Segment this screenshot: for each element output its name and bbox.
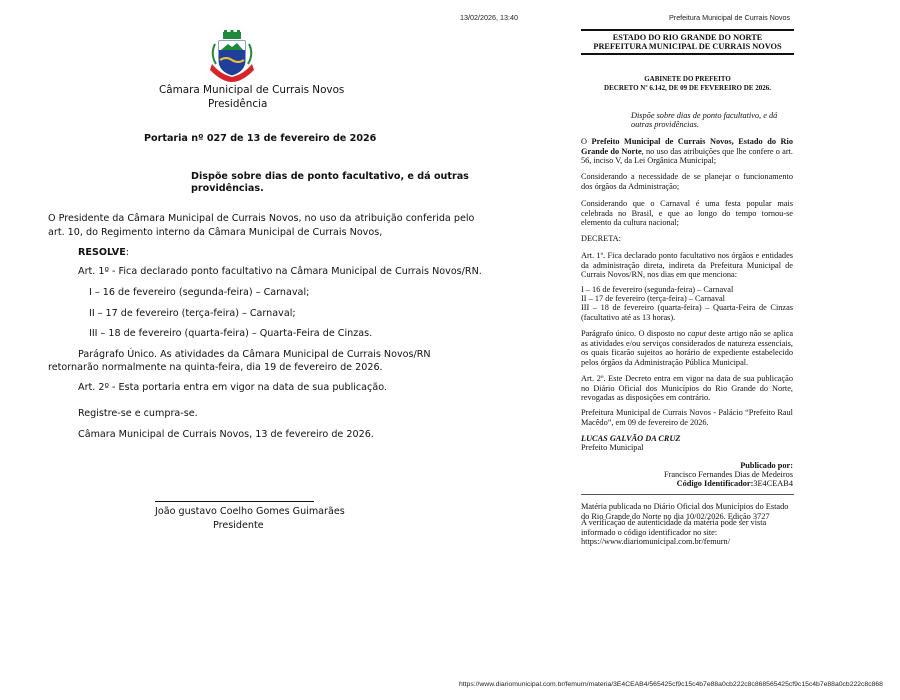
decreto-summary-line-1: Dispõe sobre dias de ponto facultativo, e dá xyxy=(631,111,778,120)
intro-bold: Prefeito Municipal de Currais Novos, Estado do Rio Grande do Norte xyxy=(581,137,793,156)
consider-2: Considerando que o Carnaval é uma festa popular mais celebrada no Brasil, e que ao longo do tempo tornou-se elemento da cultura nacional; xyxy=(581,199,793,228)
article-2: Art. 2º - Esta portaria entra em vigor na data de sua publicação. xyxy=(78,382,387,393)
mayor-name: LUCAS GALVÃO DA CRUZ xyxy=(581,434,681,443)
print-datetime: 13/02/2026, 13:40 xyxy=(460,13,518,22)
closing-formula: Registre-se e cumpra-se. xyxy=(78,408,198,419)
print-footer-url[interactable]: https://www.diariomunicipal.com.br/femurn/materia/3E4CEAB4/565425cf9c15c4b7e88a0cb222c8c868565425cf9c15c4b7e88a0cb222c8c868 xyxy=(459,681,883,688)
resolve-word: RESOLVE xyxy=(78,247,126,258)
code-value: 3E4CEAB4 xyxy=(753,479,793,488)
mayor-role: Prefeito Municipal xyxy=(581,443,644,452)
signer-name: João gustavo Coelho Gomes Guimarães xyxy=(155,506,345,517)
code-label: Código Identificador: xyxy=(676,479,754,488)
decreto-item-1: I – 16 de fevereiro (segunda-feira) – Carnaval xyxy=(581,285,734,294)
decreto-article-2: Art. 2º. Este Decreto entra em vigor na data de sua publicação no Diário Oficial dos Municípios do Rio Grande do Norte, revogadas as disposições em contrário. xyxy=(581,374,793,403)
list-item-1: I – 16 de fevereiro (segunda-feira) – Carnaval; xyxy=(89,287,310,298)
paragraph-unico-line-1: Parágrafo Único. As atividades da Câmara Municipal de Currais Novos/RN xyxy=(78,349,431,360)
summary-line-1: Dispõe sobre dias de ponto facultativo, e dá outras xyxy=(191,171,469,182)
department-name: Presidência xyxy=(208,98,268,110)
identifier-code xyxy=(581,479,793,489)
decreto-place-date: Prefeitura Municipal de Currais Novos - Palácio “Prefeito Raul Macêdo”, em 09 de fevereiro de 2026. xyxy=(581,408,793,427)
par-rest: deste artigo não se aplica as atividades e/ou serviços considerados de natureza essenciais, os quais ficarão sujeitos ao horário de expediente estabelecido pelos órgãos da Administração Pública Municipal. xyxy=(581,329,794,367)
print-site-title: Prefeitura Municipal de Currais Novos xyxy=(669,13,791,22)
decreto-article-1: Art. 1º. Fica declarado ponto facultativo nos órgãos e entidades da administração direta, indireta da Prefeitura Municipal de Currais Novos/RN, nos dias em que menciona: xyxy=(581,251,793,280)
list-item-2: II – 17 de fevereiro (terça-feira) – Carnaval; xyxy=(89,308,296,319)
header-rule-bottom xyxy=(581,53,794,55)
signature-line xyxy=(155,501,314,502)
portaria-title: Portaria nº 027 de 13 de fevereiro de 2026 xyxy=(144,133,377,144)
par-prefix: Parágrafo único. O disposto no xyxy=(581,329,688,338)
resolve-heading xyxy=(78,247,129,259)
list-item-3: III – 18 de fevereiro (quarta-feira) – Quarta-Feira de Cinzas. xyxy=(89,328,373,339)
gabinete-title: GABINETE DO PREFEITO xyxy=(644,75,731,83)
signer-role: Presidente xyxy=(213,520,264,531)
decreto-item-2: II – 17 de fevereiro (terça-feira) – Carnaval xyxy=(581,294,725,303)
decreto-summary-line-2: outras providências. xyxy=(631,120,699,129)
intro-line-2: art. 10, do Regimento interno da Câmara Municipal de Currais Novos, xyxy=(48,227,383,238)
intro-line-1: O Presidente da Câmara Municipal de Currais Novos, no uso da atribuição conferida pelo xyxy=(48,213,475,224)
published-by-label: Publicado por: xyxy=(740,461,793,470)
verification-note: A verificação de autenticidade da matéria pode ser vista informado o código identificador no site: xyxy=(581,518,767,537)
institution-name: Câmara Municipal de Currais Novos xyxy=(159,84,345,96)
header-rule-top xyxy=(581,29,794,31)
paragraph-unico-line-2: retornarão normalmente na quinta-feira, dia 19 de fevereiro de 2026. xyxy=(48,362,383,373)
decreto-intro xyxy=(581,137,793,166)
verification-site-link[interactable]: https://www.diariomunicipal.com.br/femurn/ xyxy=(581,537,731,546)
decreto-paragraph-unico xyxy=(581,329,793,367)
prefeitura-name: PREFEITURA MUNICIPAL DE CURRAIS NOVOS xyxy=(593,42,782,51)
publication-rule xyxy=(581,494,794,495)
intro-prefix: O xyxy=(581,137,592,146)
intro-rest: , no uso das atribuições que lhe confere o art. 56, inciso V, da Lei Orgânica Municipal; xyxy=(581,146,793,166)
place-and-date: Câmara Municipal de Currais Novos, 13 de fevereiro de 2026. xyxy=(78,429,374,440)
decreta: DECRETA: xyxy=(581,234,621,243)
publisher-name: Francisco Fernandes Dias de Medeiros xyxy=(663,470,793,479)
article-1: Art. 1º - Fica declarado ponto facultativo na Câmara Municipal de Currais Novos/RN. xyxy=(78,266,482,277)
par-italic: caput xyxy=(687,329,707,338)
decreto-number: DECRETO Nº 6.142, DE 09 DE FEVEREIRO DE 2026. xyxy=(604,84,771,92)
publication-note: Matéria publicada no Diário Oficial dos Municípios do Estado do Rio Grande do Norte no dia 10/02/2026. Edição 3727 xyxy=(581,502,789,521)
resolve-colon: : xyxy=(125,247,130,258)
decreto-item-3: III – 18 de fevereiro (quarta-feira) – Quarta-Feira de Cinzas (facultativo até as 13 horas). xyxy=(581,303,793,322)
camara-emblem-icon xyxy=(206,30,258,82)
consider-1: Considerando a necessidade de se planejar o funcionamento dos órgãos da Administração; xyxy=(581,172,793,191)
state-name: ESTADO DO RIO GRANDE DO NORTE xyxy=(612,33,763,42)
summary-line-2: providências. xyxy=(191,183,264,194)
